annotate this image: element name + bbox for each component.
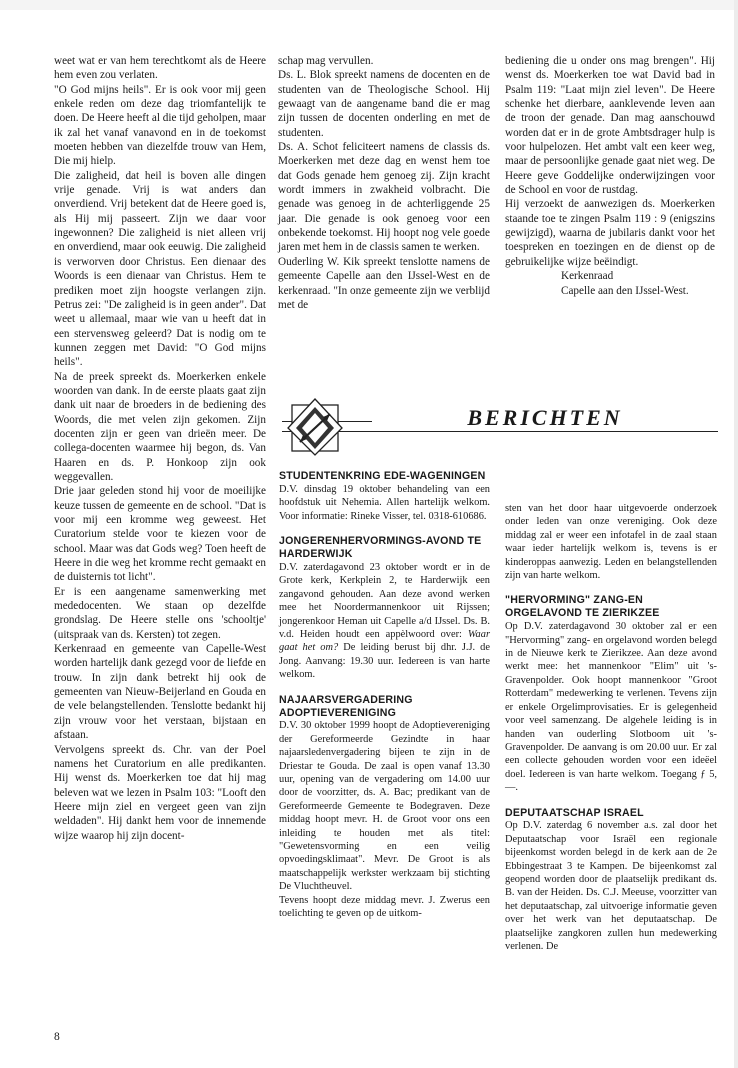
paragraph: Er is een aangename samenwerking met mededocenten. We staan op dezelfde grondslag. De Heere stelle ons 'schooltje' (uitspraak van ds. Kersten) tot zegen. [54, 585, 266, 641]
notice-body: Tevens hoopt deze middag mevr. J. Zwerus een toelichting te geven op de uitkom- [279, 894, 490, 920]
column-2 [278, 54, 490, 312]
notice-body: D.V. 30 oktober 1999 hoopt de Adoptievereniging der Gereformeerde Gezindte in haar najaarsledenvergadering bijeen te zijn in de Driestar te Gouda. De zaal is open vanaf 13.30 uur, opening van de vergadering om 14.00 uur door de voorzitter, ds. A. Bac; predikant van de Gereformeerde Gemeente te Bodegraven. Deze middag hoopt mevr. H. de Groot voor ons een inleiding te houden met als titel: "Gewetensvorming en een veilig opvoedingsklimaat". Mevr. De Groot is als maatschappelijk werkster werkzaam bij stichting De Vluchtheuvel. [279, 720, 490, 893]
paragraph: Kerkenraad en gemeente van Capelle-West worden hartelijk dank gezegd voor de liefde en trouw. In zijn dank betrekt hij ook de gemeenten van Nieuw-Beijerland en Gouda en de vele belangstellenden. Tenslotte bedankt hij zijn vrouw voor het verstaan, bijstaan en afstaan. [54, 643, 266, 742]
paragraph: Vervolgens spreekt ds. Chr. van der Poel namens het Curatorium en alle predikanten. Hij wenst ds. Moerkerken toe dat hij mag beleven wat we lezen in Psalm 103: "Looft den Heere mijn ziel en vergeet geen van zijn weldaden". Hij dankt hem voor de innemende wijze waarop hij zijn docent- [54, 743, 266, 842]
signature-line-1: Kerkenraad [561, 270, 614, 283]
notice-body: Op D.V. zaterdag 6 november a.s. zal door het Deputaatschap voor Israël een regionale bijeenkomst worden belegd in de kerk aan de 2e Ebbingestraat 3 te Kampen. De bijeenkomst zal geopend worden door de plaatselijk predikant ds. B. van der Heiden. Ds. C.J. Meeuse, voorzitter van het deputaatschap, zal uitvoerige informatie geven over het werk van het deputaatschap. De plaatselijke zangkoren zullen hun medewerking verlenen. De [505, 820, 717, 953]
compass-logo-icon [286, 397, 348, 457]
notice-body: sten van het door haar uitgevoerde onderzoek onder leden van onze vereniging. Ook deze middag zal er weer een infotafel in de zaal staan waar ieder hartelijk welkom is, tevens is er kinderoppas aanwezig. Leden en belangstellenden zijn van harte welkom. [505, 503, 717, 582]
page-edge-right [734, 0, 738, 1068]
paragraph: bediening die u onder ons mag brengen". Hij wenst ds. Moerkerken toe wat David bad in Psalm 119: "Laat mijn ziel leven". De Heere schenke het dierbare, aanklevende leven aan de troon der genade. Dan mag aanschouwd worden dat er in de grote Ambtsdrager hulp is voor hulpelozen. Het ambt valt een keer weg, maar de persoonlijke genade gaat niet weg. De Heere geve Goddelijke onderwijzingen voor de School en voor de rustdag. [505, 55, 715, 197]
paragraph: Drie jaar geleden stond hij voor de moeilijke keuze tussen de gemeente en de school. "Dat is voor mij een kromme weg geweest. Het Curatorium stelde voor te kiezen voor de school. Maar was dat Gods weg? Toen heeft de Heere in die weg het kromme recht gemaakt en de duisternis tot licht". [54, 485, 266, 584]
paragraph: weet wat er van hem terechtkomt als de Heere hem even zou verlaten. [54, 55, 266, 82]
notice-title: STUDENTENKRING EDE-WAGENINGEN [279, 470, 486, 482]
banner-title: BERICHTEN [372, 405, 718, 431]
notice-title: DEPUTAATSCHAP ISRAEL [505, 806, 644, 819]
paragraph: "O God mijns heils". Er is ook voor mij geen enkele reden om deze dag triomfantelijk te doen. De Heere heeft al die tijd geholpen, maar ik zal het vanaf vanavond en in de toekomst moeten hebben van diezelfde trouw van Hem, Die mij hielp. [54, 83, 266, 168]
page-number: 8 [54, 1031, 60, 1043]
notice-body: D.V. dinsdag 19 oktober behandeling van een hoofdstuk uit Nehemia. Allen hartelijk welkom. Voor informatie: Rineke Visser, tel. 0318-610686. [279, 483, 490, 522]
page-edge-top [0, 0, 738, 10]
paragraph: Ouderling W. Kik spreekt tenslotte namens de gemeente Capelle aan den IJssel-West en de kerkenraad. "In onze gemeente zijn we verblijd met de [278, 255, 490, 311]
notice-text: D.V. zaterdagavond 23 oktober wordt er in de Grote kerk, Kerkplein 2, te Harderwijk een zangavond gehouden. Aan deze avond werken mee het Noordermannenkoor uit Rijssen; jongerenkoor Heman uit Capelle a/d IJssel. Ds. B. v.d. Heiden houdt een appèlwoord over: [279, 561, 490, 640]
notice-text-italic: Waar gaat het om? [279, 628, 490, 654]
notices-left [279, 470, 490, 921]
notice-title: NAJAARSVERGADERING ADOPTIEVERENIGING [279, 693, 413, 719]
notice-text: De leiding berust bij dhr. J.J. de Jong. Aanvang: 19.30 uur. Iedereen is van harte welkom. [279, 642, 490, 681]
paragraph: schap mag vervullen. [278, 55, 374, 67]
paragraph: Die zaligheid, dat heil is boven alle dingen vrije genade. Vrij is wat anders dan onverdiend. Vrij betekent dat de Heere goed is, als Hij mij passeert. Zijn we daar voor ingewonnen? Die zaligheid is niet alleen vrij en onverdiend, maar ook eeuwig. Die zaligheid is verworven door Christus. Een dienaar des Woords is een dienaar van Christus. Hem te prediken moet zijn hoogste verlangen zijn. Petrus zei: "De zaligheid is in geen ander". Dat weet u allemaal, maar wie van u heeft dat in een stervensweg geleerd? Dat is nodig om te kunnen zeggen met David: "O God mijns heils". [54, 169, 266, 369]
notice-title: "HERVORMING" ZANG-EN ORGELAVOND TE ZIERIKZEE [505, 594, 660, 620]
notice-body: Op D.V. zaterdagavond 30 oktober zal er een "Hervorming" zang- en orgelavond worden belegd in de Nieuwe kerk te Zierikzee. Aan deze avond werkt mee: het mannenkoor "Elim" uit 's-Gravenpolder. Ook hoopt mannenkoor "Groot Rotterdam" medewerking te verlenen. Tevens zijn er enkele Orgelimprovisaties. Er is gelegenheid voor veel samenzang. De algehele leiding is in handen van ouderling Slotboom uit 's-Gravenpolder. De aanvang is om 20.00 uur. Er zal een collecte gehouden worden voor een ideëel doel. Iedereen is van harte welkom. Toegang ƒ 5,—. [505, 621, 717, 794]
paragraph: Ds. L. Blok spreekt namens de docenten en de studenten van de Theologische School. Hij gewaagt van de aangename band die er mag zijn tussen de docenten onderling en met de studenten. [278, 69, 490, 139]
notice-title: JONGERENHERVORMINGS-AVOND TE HARDERWIJK [279, 535, 482, 561]
column-3 [505, 54, 715, 298]
paragraph: Hij verzoekt de aanwezigen ds. Moerkerken staande toe te zingen Psalm 119 : 9 (enigszins gewijzigd), waarna de jubilaris dankt voor het toespreken en toezingen en de dienst op de gebruikelijke wijze beëindigt. [505, 198, 715, 268]
notices-right [505, 502, 717, 954]
signature-line-2: Capelle aan den IJssel-West. [561, 284, 689, 297]
column-1 [54, 54, 266, 843]
paragraph: Ds. A. Schot feliciteert namens de classis ds. Moerkerken met deze dag en wenst hem toe dat Gods genade hem genoeg zij. Zijn kracht wordt immers in zwakheid volbracht. Die genade was genoeg in de achterliggende 25 jaar. Die genade is ook genoeg voor een onbekende toekomst. Hij hoopt nog vele goede jaren met hem in de classis samen te werken. [278, 141, 490, 254]
notice-body [279, 561, 490, 682]
berichten-banner [282, 397, 718, 461]
paragraph: Na de preek spreekt ds. Moerkerken enkele woorden van dank. In de eerste plaats gaat zijn dank uit naar de broeders in de bediening des Woords, die met velen zijn gekomen. Zijn docenten zijn er geen van drieën meer. De collega-docenten waarmee hij begon, ds. Van Haaren en ds. P. Honkoop zijn ook weggevallen. [54, 370, 266, 483]
